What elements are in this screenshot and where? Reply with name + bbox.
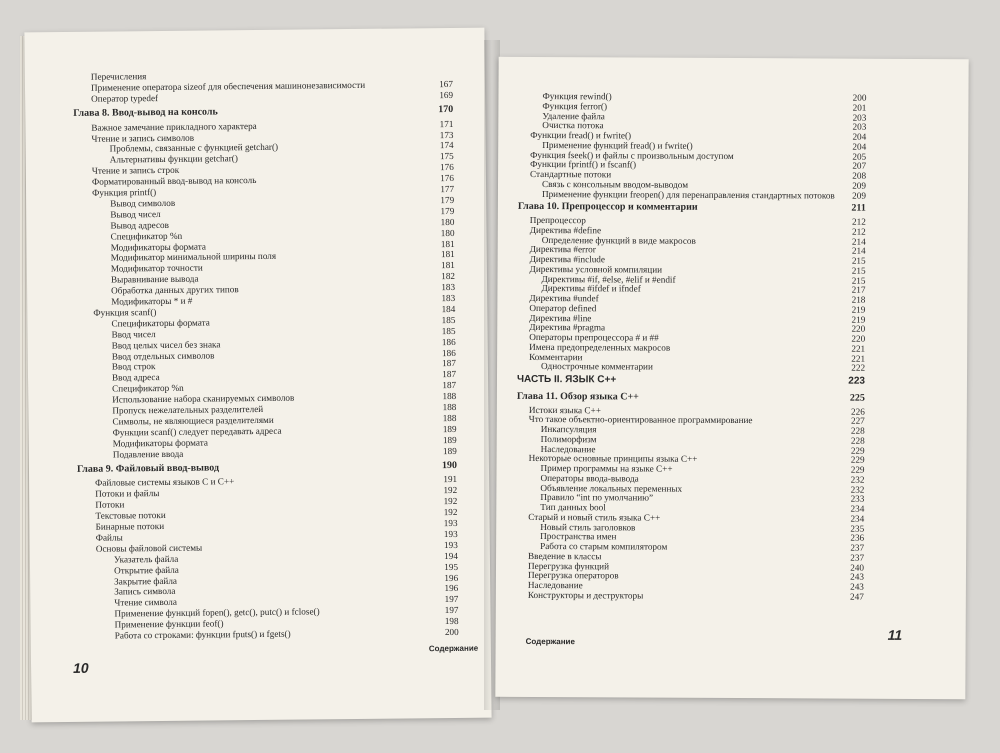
toc-entry-page: 180	[440, 216, 455, 227]
toc-entry-title: Правило “int по умолчанию”	[540, 492, 654, 503]
toc-entry-title: Ввод целых чисел без знака	[111, 338, 221, 351]
toc-entry-page: 187	[442, 358, 456, 369]
toc-entry-page: 171	[439, 118, 454, 129]
toc-entry-page: 183	[441, 292, 456, 304]
toc-entry-title: Глава 11. Обзор языка C++	[516, 390, 639, 403]
toc-entry-page: 196	[444, 572, 459, 583]
toc-entry-title: Работа со строками: функции fputs() и fgets()	[114, 628, 291, 641]
toc-entry-page: 179	[440, 205, 455, 216]
toc-entry-page: 197	[444, 594, 459, 605]
toc-entry-page: 176	[440, 173, 455, 184]
toc-entry-page: 201	[852, 102, 867, 113]
toc-entry-page: 189	[442, 434, 457, 445]
toc-entry-title: Определение функций в виде макросов	[541, 234, 696, 246]
toc-entry-title: Функции fread() и fwrite()	[530, 129, 632, 141]
toc-entry-title: Глава 8. Ввод-вывод на консоль	[73, 106, 218, 119]
toc-entry-title: Символы, не являющиеся разделителями	[112, 414, 274, 427]
toc-entry-page: 211	[851, 202, 866, 214]
toc-entry-page: 218	[851, 294, 866, 305]
toc-entry-title: Модификатор минимальной ширины поля	[110, 251, 277, 263]
toc-entry-title: Функция printf()	[92, 187, 157, 198]
toc-entry-page: 185	[441, 314, 456, 325]
toc-entry-title: Закрытие файла	[114, 575, 178, 587]
toc-entry	[496, 590, 966, 602]
toc-entry-title: Инкапсуляция	[540, 423, 597, 435]
toc-entry-title: Спецификатор %n	[112, 382, 184, 394]
toc-entry-title: Ввод строк	[111, 361, 156, 372]
toc-entry-page: 181	[440, 238, 455, 249]
toc-entry-page: 179	[440, 194, 455, 205]
toc-entry-title: Оператор defined	[529, 302, 597, 314]
toc-entry-title: Операторы ввода-вывода	[540, 472, 639, 484]
toc-entry-title: Препроцессор	[529, 214, 586, 226]
toc-entry-title: Применение функций fread() и fwrite()	[542, 139, 693, 151]
toc-entry-page: 181	[440, 249, 455, 260]
toc-chapter-heading	[29, 460, 489, 475]
toc-entry-page: 185	[441, 325, 456, 336]
toc-entry-title: Перечисления	[90, 71, 147, 82]
toc-entry-title: Подавление ввода	[112, 448, 184, 460]
toc-entry-title: Применение функции feof()	[114, 618, 224, 630]
toc-entry-page: 200	[444, 626, 459, 638]
toc-entry-title: Наследование	[527, 579, 583, 591]
toc-entry-title: Что такое объектно-ориентированное программирование	[528, 414, 753, 426]
toc-entry-title: Выравнивание вывода	[110, 273, 199, 285]
toc-entry-title: Удаление файла	[542, 110, 605, 121]
toc-entry-page: 175	[439, 151, 454, 162]
toc-entry-page: 204	[852, 131, 867, 142]
toc-entry-title: Альтернативы функции getchar()	[109, 153, 238, 165]
toc-entry-page: 187	[442, 369, 457, 380]
toc-entry-title: Тип данных bool	[540, 501, 606, 513]
toc-entry-page: 235	[850, 523, 865, 534]
toc-entry-title: Директивы #if, #else, #elif и #endif	[541, 273, 676, 285]
toc-entry-title: Ввод отдельных символов	[111, 349, 215, 362]
toc-entry-title: Потоки	[95, 499, 125, 510]
toc-entry-title: Функция scanf()	[93, 306, 157, 318]
toc-entry-title: Функции scanf() следует передавать адреса	[112, 425, 282, 438]
toc-entry-page: 209	[852, 180, 867, 191]
toc-entry-title: Однострочные комментарии	[541, 361, 653, 372]
toc-entry-page: 198	[444, 616, 459, 627]
toc-entry-page: 170	[438, 103, 454, 115]
toc-entry-page: 229	[850, 454, 865, 465]
toc-entry-title: Операторы препроцессора # и ##	[529, 331, 659, 343]
toc-entry-page: 209	[852, 190, 866, 201]
toc-entry-title: Вывод символов	[110, 197, 176, 209]
toc-entry-title: Чтение и запись символов	[91, 132, 195, 144]
toc-entry-title: Директива #error	[529, 244, 596, 255]
toc-entry-title: Текстовые потоки	[95, 510, 166, 521]
toc-entry-page: 192	[443, 496, 458, 507]
toc-entry-title: Модификаторы формата	[112, 437, 209, 449]
toc-entry-page: 243	[850, 581, 864, 592]
toc-entry-page: 189	[442, 423, 457, 434]
toc-entry-page: 190	[441, 459, 458, 471]
toc-entry-title: Модификаторы * и #	[111, 295, 193, 307]
toc-list-left	[24, 28, 484, 641]
toc-entry-page: 212	[852, 216, 866, 227]
toc-entry-page: 215	[851, 265, 866, 276]
toc-entry-title: Спецификатор %n	[110, 230, 183, 242]
toc-entry-title: Чтение символа	[114, 597, 177, 608]
toc-entry-page: 174	[439, 140, 454, 151]
toc-entry-page: 225	[849, 392, 865, 404]
toc-entry-title: Бинарные потоки	[95, 520, 165, 532]
toc-entry-page: 195	[444, 561, 459, 572]
toc-entry-title: Полиморфизм	[540, 433, 597, 445]
toc-entry-page: 197	[444, 605, 459, 616]
toc-entry-page: 219	[851, 314, 866, 325]
toc-entry-page: 173	[439, 129, 454, 140]
toc-entry-page: 236	[850, 532, 865, 543]
left-page	[24, 28, 491, 723]
toc-entry-page: 223	[848, 375, 866, 387]
toc-entry-title: Модификатор точности	[110, 262, 203, 274]
toc-entry-title: Спецификаторы формата	[111, 317, 210, 329]
toc-entry-page: 177	[440, 183, 455, 195]
toc-entry-title: Перегрузка функций	[527, 560, 610, 571]
toc-entry-page: 208	[852, 170, 867, 181]
toc-entry-page: 194	[444, 550, 458, 561]
toc-entry-page: 192	[443, 485, 458, 496]
toc-entry-page: 215	[851, 275, 866, 286]
toc-entry-page: 207	[852, 160, 867, 171]
toc-entry-title: Чтение и запись строк	[91, 165, 180, 176]
toc-entry-page: 203	[852, 121, 867, 132]
toc-entry-page: 192	[443, 507, 458, 518]
toc-entry-title: Файловые системы языков C и C++	[95, 476, 235, 489]
toc-entry-title: Некоторые основные принципы языка C++	[528, 453, 698, 465]
toc-chapter-heading	[498, 202, 968, 214]
toc-entry-page: 176	[440, 162, 454, 173]
toc-entry-page: 227	[850, 415, 865, 426]
toc-entry-title: Пространства имен	[540, 531, 617, 542]
toc-entry-page: 229	[850, 464, 865, 475]
toc-entry-page: 221	[851, 343, 866, 354]
toc-entry-page: 214	[851, 245, 866, 256]
toc-entry-page: 187	[442, 380, 457, 391]
toc-entry-title: Указатель файла	[113, 553, 179, 565]
toc-entry-title: Потоки и файлы	[95, 488, 160, 500]
toc-entry-page: 237	[850, 552, 865, 563]
toc-entry-page: 182	[441, 271, 456, 282]
toc-entry-title: Модификаторы формата	[110, 241, 206, 253]
toc-entry-page: 214	[851, 236, 866, 247]
toc-entry-title: Директива #pragma	[529, 322, 606, 333]
toc-entry-page: 212	[851, 226, 866, 237]
toc-entry-page: 183	[441, 282, 456, 293]
toc-entry-page: 222	[851, 362, 866, 373]
toc-entry-title: Проблемы, связанные с функцией getchar()	[109, 142, 279, 154]
toc-entry-title: Функция fseek() и файлы с произвольным доступом	[530, 149, 734, 161]
toc-entry-page: 196	[444, 583, 459, 594]
toc-entry-page: 215	[851, 255, 866, 266]
toc-entry-title: Комментарии	[529, 351, 583, 362]
toc-entry-title: Очистка потока	[542, 120, 604, 131]
toc-entry-title: Глава 9. Файловый ввод-вывод	[76, 461, 220, 475]
toc-entry-title: Директива #define	[529, 224, 602, 236]
toc-entry-title: Запись символа	[114, 586, 176, 597]
toc-entry-title: Функция ferror()	[542, 100, 608, 112]
toc-entry-title: Объявление локальных переменных	[540, 482, 683, 494]
toc-entry-page: 220	[851, 333, 866, 344]
page-number-left: 10	[72, 659, 89, 676]
toc-chapter-heading	[25, 104, 485, 119]
toc-entry-title: Применение функций fopen(), getc(), putc() и fclose()	[114, 606, 320, 619]
toc-entry-page: 243	[850, 571, 864, 582]
footer-left: Содержание	[428, 643, 479, 654]
toc-entry-title: Ввод чисел	[111, 328, 156, 340]
toc-entry-page: 188	[442, 391, 457, 402]
toc-entry-title: Ввод адреса	[111, 372, 160, 383]
toc-entry-title: Работа со старым компилятором	[540, 540, 668, 552]
toc-entry-page: 237	[850, 542, 865, 553]
toc-entry-page: 184	[441, 303, 456, 314]
toc-entry-page: 247	[850, 591, 864, 602]
toc-entry-page: 232	[850, 484, 865, 495]
toc-entry-page: 228	[850, 425, 865, 436]
toc-entry-title: Директивы #ifdef и ifndef	[541, 283, 641, 294]
toc-entry-title: Основы файловой системы	[95, 542, 203, 554]
toc-entry-page: 189	[442, 445, 457, 456]
toc-entry-page: 233	[850, 493, 865, 504]
toc-entry-page: 180	[440, 227, 455, 238]
toc-entry-page: 191	[443, 474, 458, 485]
toc-entry-page: 193	[443, 517, 458, 529]
toc-entry-page: 220	[851, 323, 866, 334]
toc-entry	[498, 188, 968, 200]
toc-entry-title: Старый и новый стиль языка C++	[528, 511, 661, 523]
toc-entry-title: Оператор typedef	[91, 92, 159, 104]
toc-entry-title: Вывод адресов	[110, 219, 170, 231]
toc-entry-title: Глава 10. Препроцессор и комментарии	[517, 201, 698, 214]
toc-entry	[497, 361, 967, 373]
toc-entry-title: Вывод чисел	[110, 208, 161, 220]
toc-entry-page: 234	[850, 503, 865, 514]
toc-entry-title: Функции fprintf() и fscanf()	[530, 159, 637, 170]
toc-entry-page: 226	[851, 406, 865, 417]
toc-entry-title: Директивы условной компиляции	[529, 263, 663, 275]
toc-entry-title: Файлы	[95, 532, 123, 543]
toc-entry-title: Пропуск нежелательных разделителей	[112, 403, 264, 416]
toc-entry-title: Имена предопределенных макросов	[529, 341, 671, 353]
toc-entry-page: 228	[850, 435, 865, 446]
toc-entry-title: Использование набора сканируемых символов	[112, 392, 295, 405]
toc-entry-page: 221	[851, 353, 866, 364]
toc-entry-page: 217	[851, 284, 866, 295]
toc-entry-title: Открытие файла	[113, 564, 179, 576]
toc-entry-title: Стандартные потоки	[530, 168, 612, 180]
toc-entry-page: 167	[439, 78, 454, 89]
toc-entry-page: 240	[850, 562, 865, 573]
footer-right: Содержание	[525, 636, 575, 647]
toc-entry-title: Связь с консольным вводом-выводом	[541, 178, 689, 190]
toc-entry-title: Конструкторы и деструкторы	[527, 589, 644, 601]
toc-entry-page: 200	[852, 92, 867, 103]
toc-entry-title: Истоки языка C++	[528, 404, 601, 415]
toc-chapter-heading	[497, 392, 967, 404]
toc-entry-title: Новый стиль заголовков	[540, 521, 636, 532]
toc-entry-title: Применение функции freopen() для перенаправления стандартных потоков	[541, 188, 835, 201]
toc-entry-page: 186	[441, 336, 456, 347]
toc-entry-page: 219	[851, 304, 866, 315]
toc-entry-title: Перегрузка операторов	[527, 570, 619, 581]
toc-entry-page: 203	[852, 112, 867, 123]
toc-list-right	[499, 57, 969, 602]
toc-entry-page: 169	[439, 89, 454, 100]
toc-entry-title: Форматированный ввод-вывод на консоль	[91, 175, 257, 187]
toc-entry-title: Пример программы на языке C++	[540, 462, 673, 474]
toc-entry-page: 193	[443, 539, 458, 550]
toc-entry-page: 188	[442, 401, 457, 413]
toc-entry-title: Директива #include	[529, 253, 606, 265]
toc-entry-title: Директива #undef	[529, 292, 599, 304]
toc-entry-page: 186	[441, 347, 456, 358]
page-number-right: 11	[887, 626, 903, 643]
toc-entry-title: Директива #line	[529, 312, 592, 323]
toc-entry-page: 181	[441, 260, 455, 271]
toc-entry-page: 193	[443, 528, 458, 539]
toc-entry-page: 234	[850, 513, 865, 524]
toc-entry-title: Введение в классы	[528, 550, 602, 562]
toc-entry-page: 232	[850, 474, 865, 485]
toc-part-heading	[497, 375, 967, 387]
toc-entry-page: 188	[442, 412, 457, 423]
toc-entry-title: Наследование	[540, 443, 596, 454]
toc-entry-page: 205	[852, 151, 867, 162]
toc-entry-title: ЧАСТЬ II. ЯЗЫК C++	[516, 373, 617, 386]
right-page	[495, 57, 968, 699]
toc-entry-title: Обработка данных других типов	[111, 284, 239, 296]
toc-entry-title: Функция rewind()	[542, 91, 612, 102]
toc-entry-title: Применение оператора sizeof для обеспечения машинонезависимости	[90, 79, 366, 93]
toc-entry-title: Важное замечание прикладного характера	[91, 120, 257, 133]
toc-entry-page: 204	[852, 141, 867, 152]
toc-entry-page: 229	[850, 445, 865, 456]
